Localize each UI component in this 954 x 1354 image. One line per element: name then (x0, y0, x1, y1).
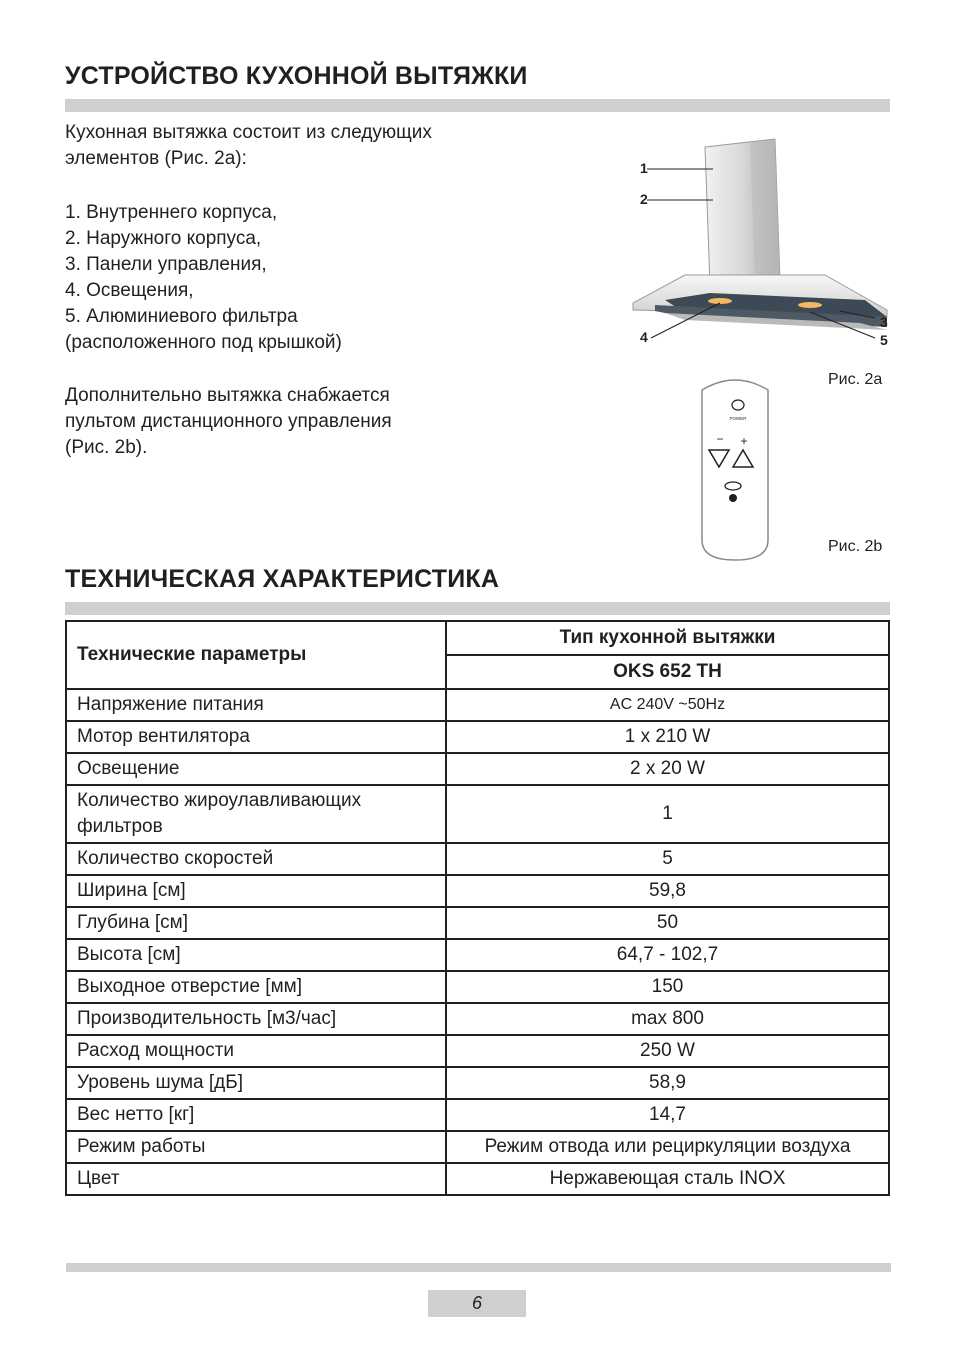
list-item: 3. Панели управления, (65, 254, 267, 275)
page-number: 6 (428, 1290, 526, 1317)
table-row (66, 971, 889, 1003)
list-item: (расположенного под крышкой) (65, 332, 342, 353)
section-rule (65, 602, 890, 615)
value-cell: 58,9 (446, 1067, 889, 1099)
power-button (732, 400, 744, 410)
value-cell: 1 x 210 W (446, 721, 889, 753)
param-cell: Количество жироулавливающих фильтров (66, 785, 446, 843)
table-row (66, 875, 889, 907)
table-row (66, 721, 889, 753)
hood-label: 3 (880, 314, 888, 330)
light-button (725, 482, 741, 490)
value-cell: Режим отвода или рециркуляции воздуха (446, 1131, 889, 1163)
value-cell: 1 (446, 785, 889, 843)
value-cell: 250 W (446, 1035, 889, 1067)
figure-caption-2a: Рис. 2a (828, 371, 883, 388)
value-cell: 5 (446, 843, 889, 875)
list-item: 5. Алюминиевого фильтра (65, 306, 298, 327)
param-cell: Расход мощности (66, 1035, 446, 1067)
hood-label: 1 (640, 160, 648, 176)
remote-line: пультом дистанционного управления (65, 411, 392, 432)
hood-illustration (625, 135, 895, 350)
value-cell: 14,7 (446, 1099, 889, 1131)
header-type: Тип кухонной вытяжки (446, 621, 889, 655)
table-row (66, 907, 889, 939)
param-cell: Выходное отверстие [мм] (66, 971, 446, 1003)
list-item: 4. Освещения, (65, 280, 194, 301)
plus-sign: + (740, 434, 748, 448)
section-title-device: УСТРОЙСТВО КУХОННОЙ ВЫТЯЖКИ (65, 62, 528, 90)
table-row (66, 843, 889, 875)
param-cell: Цвет (66, 1163, 446, 1195)
value-cell: AC 240V ~50Hz (446, 689, 889, 721)
header-model: OKS 652 TH (446, 655, 889, 689)
param-cell: Режим работы (66, 1131, 446, 1163)
table-row (66, 753, 889, 785)
value-cell: 59,8 (446, 875, 889, 907)
intro-line: Кухонная вытяжка состоит из следующих (65, 122, 432, 143)
list-item: 2. Наружного корпуса, (65, 228, 262, 249)
table-row (66, 1163, 889, 1195)
intro-text (65, 120, 432, 172)
hood-label: 2 (640, 191, 648, 207)
param-cell: Ширина [см] (66, 875, 446, 907)
list-item: 1. Внутреннего корпуса, (65, 202, 278, 223)
timer-icon (729, 494, 737, 502)
param-cell: Мотор вентилятора (66, 721, 446, 753)
value-cell: Нержавеющая сталь INOX (446, 1163, 889, 1195)
minus-sign: − (716, 432, 724, 446)
param-cell: Высота [см] (66, 939, 446, 971)
section-rule (65, 99, 890, 112)
value-cell: 150 (446, 971, 889, 1003)
table-row (66, 785, 889, 843)
section-title-specs: ТЕХНИЧЕСКАЯ ХАРАКТЕРИСТИКА (65, 565, 500, 593)
table-row (66, 1003, 889, 1035)
value-cell: 2 x 20 W (446, 753, 889, 785)
value-cell: 50 (446, 907, 889, 939)
header-param: Технические параметры (66, 621, 446, 689)
param-cell: Количество скоростей (66, 843, 446, 875)
param-cell: Освещение (66, 753, 446, 785)
param-cell: Глубина [см] (66, 907, 446, 939)
value-cell: 64,7 - 102,7 (446, 939, 889, 971)
table-row (66, 1035, 889, 1067)
remote-text (65, 383, 392, 461)
table-row (66, 1067, 889, 1099)
param-cell: Уровень шума [дБ] (66, 1067, 446, 1099)
param-cell: Производительность [м3/час] (66, 1003, 446, 1035)
table-row (66, 689, 889, 721)
hood-label: 4 (640, 329, 648, 345)
value-cell: max 800 (446, 1003, 889, 1035)
table-header-row (66, 621, 889, 655)
power-label: POWER (729, 416, 747, 421)
intro-line: элементов (Рис. 2a): (65, 148, 247, 169)
remote-illustration (690, 375, 780, 565)
footer-rule (66, 1263, 891, 1272)
specs-table (65, 620, 890, 1196)
parts-list (65, 200, 342, 356)
hood-label: 5 (880, 332, 888, 348)
remote-line: (Рис. 2b). (65, 437, 148, 458)
figure-caption-2b: Рис. 2b (828, 538, 883, 555)
param-cell: Напряжение питания (66, 689, 446, 721)
table-row (66, 1099, 889, 1131)
table-row (66, 1131, 889, 1163)
table-row (66, 939, 889, 971)
remote-line: Дополнительно вытяжка снабжается (65, 385, 390, 406)
param-cell: Вес нетто [кг] (66, 1099, 446, 1131)
